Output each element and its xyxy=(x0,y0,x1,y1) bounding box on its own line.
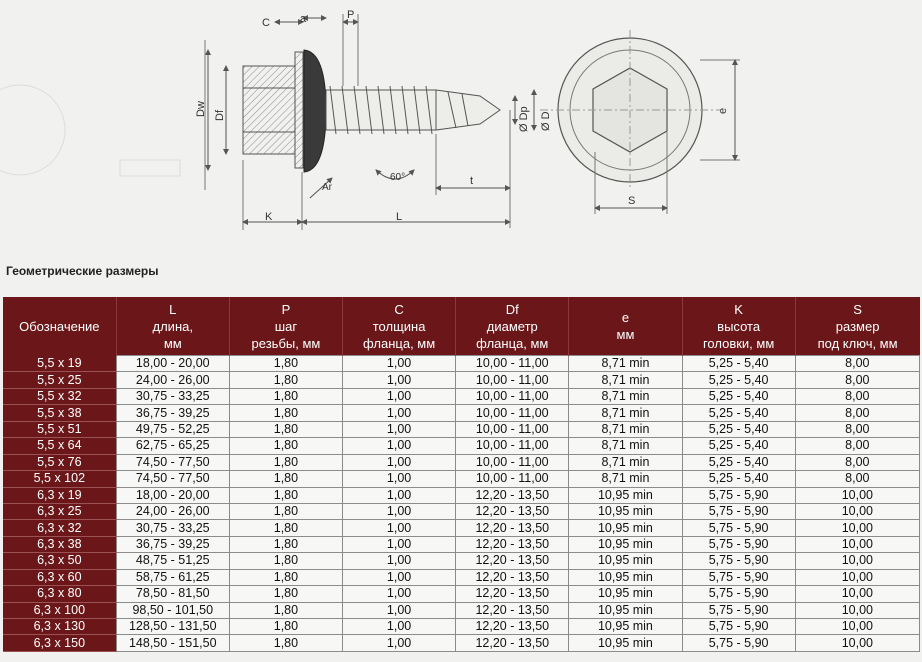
value-cell: 1,80 xyxy=(229,487,342,503)
value-cell: 24,00 - 26,00 xyxy=(116,503,229,519)
column-header-line: фланца, мм xyxy=(363,335,436,351)
value-cell: 12,20 - 13,50 xyxy=(456,487,569,503)
label-c: C xyxy=(262,17,270,29)
value-cell: 10,00 xyxy=(795,619,919,635)
designation-cell: 6,3 x 19 xyxy=(3,487,116,503)
value-cell: 1,80 xyxy=(229,471,342,487)
value-cell: 1,80 xyxy=(229,388,342,404)
designation-cell: 6,3 x 50 xyxy=(3,553,116,569)
value-cell: 18,00 - 20,00 xyxy=(116,356,229,372)
value-cell: 1,00 xyxy=(343,536,456,552)
value-cell: 5,25 - 5,40 xyxy=(682,356,795,372)
value-cell: 12,20 - 13,50 xyxy=(456,553,569,569)
value-cell: 1,80 xyxy=(229,619,342,635)
value-cell: 1,80 xyxy=(229,586,342,602)
value-cell: 10,95 min xyxy=(569,619,682,635)
value-cell: 30,75 - 33,25 xyxy=(116,520,229,536)
designation-cell: 5,5 x 51 xyxy=(3,421,116,437)
column-header-line: под ключ, мм xyxy=(817,335,898,351)
value-cell: 5,75 - 5,90 xyxy=(682,487,795,503)
value-cell: 12,20 - 13,50 xyxy=(456,602,569,618)
designation-cell: 5,5 x 102 xyxy=(3,471,116,487)
designation-cell: 6,3 x 25 xyxy=(3,503,116,519)
designation-cell: 6,3 x 100 xyxy=(3,602,116,618)
label-e: e xyxy=(717,107,729,114)
screw-head-side xyxy=(243,52,303,168)
column-header-line: S xyxy=(853,301,862,317)
column-header xyxy=(343,297,456,356)
value-cell: 10,95 min xyxy=(569,569,682,585)
value-cell: 12,20 - 13,50 xyxy=(456,569,569,585)
label-dp: Ø Dp xyxy=(518,106,530,132)
column-header xyxy=(569,297,682,356)
value-cell: 1,00 xyxy=(343,454,456,470)
table-row xyxy=(3,503,920,519)
value-cell: 1,80 xyxy=(229,569,342,585)
dimensions-table xyxy=(3,297,920,652)
label-dw: Dw xyxy=(195,101,207,117)
table-row xyxy=(3,602,920,618)
designation-cell: 5,5 x 38 xyxy=(3,405,116,421)
value-cell: 1,00 xyxy=(343,487,456,503)
label-p: P xyxy=(347,9,355,21)
value-cell: 5,75 - 5,90 xyxy=(682,569,795,585)
value-cell: 18,00 - 20,00 xyxy=(116,487,229,503)
designation-cell: 6,3 x 38 xyxy=(3,536,116,552)
column-header-line: Df xyxy=(505,301,519,317)
value-cell: 1,00 xyxy=(343,356,456,372)
column-header-line: мм xyxy=(616,327,635,342)
value-cell: 1,00 xyxy=(343,520,456,536)
column-header xyxy=(456,297,569,356)
value-cell: 1,00 xyxy=(343,438,456,454)
table-row xyxy=(3,619,920,635)
value-cell: 49,75 - 52,25 xyxy=(116,421,229,437)
table-row xyxy=(3,569,920,585)
value-cell: 10,95 min xyxy=(569,503,682,519)
column-header-line: K xyxy=(734,301,743,317)
table-row xyxy=(3,372,920,388)
label-df: Df xyxy=(214,110,226,121)
value-cell: 12,20 - 13,50 xyxy=(456,586,569,602)
column-header xyxy=(116,297,229,356)
label-angle: 60° xyxy=(390,172,406,183)
value-cell: 10,95 min xyxy=(569,520,682,536)
value-cell: 1,00 xyxy=(343,602,456,618)
column-header-line: L xyxy=(169,301,177,317)
designation-cell: 5,5 x 32 xyxy=(3,388,116,404)
table-row xyxy=(3,471,920,487)
value-cell: 10,95 min xyxy=(569,487,682,503)
value-cell: 30,75 - 33,25 xyxy=(116,388,229,404)
screw-end-view xyxy=(540,30,740,214)
value-cell: 1,80 xyxy=(229,372,342,388)
value-cell: 8,71 min xyxy=(569,421,682,437)
column-header-line: Обозначение xyxy=(19,318,100,334)
designation-cell: 6,3 x 60 xyxy=(3,569,116,585)
value-cell: 8,00 xyxy=(795,405,919,421)
value-cell: 10,00 xyxy=(795,586,919,602)
value-cell: 10,00 xyxy=(795,553,919,569)
designation-cell: 6,3 x 130 xyxy=(3,619,116,635)
value-cell: 1,80 xyxy=(229,356,342,372)
designation-cell: 5,5 x 25 xyxy=(3,372,116,388)
value-cell: 5,75 - 5,90 xyxy=(682,602,795,618)
value-cell: 8,71 min xyxy=(569,405,682,421)
table-row xyxy=(3,536,920,552)
label-s: S xyxy=(628,195,636,207)
value-cell: 12,20 - 13,50 xyxy=(456,536,569,552)
column-header-line: толщина xyxy=(372,318,426,334)
column-header-line: мм xyxy=(163,335,182,351)
label-t: t xyxy=(470,175,474,187)
value-cell: 5,25 - 5,40 xyxy=(682,471,795,487)
designation-cell: 6,3 x 32 xyxy=(3,520,116,536)
value-cell: 10,95 min xyxy=(569,536,682,552)
value-cell: 10,00 xyxy=(795,635,919,651)
column-header-line: фланца, мм xyxy=(476,335,549,351)
value-cell: 10,00 xyxy=(795,602,919,618)
table-header-row xyxy=(3,297,920,356)
value-cell: 10,00 xyxy=(795,487,919,503)
table-row xyxy=(3,635,920,651)
column-header-line: высота xyxy=(717,318,761,334)
column-header-line: головки, мм xyxy=(702,335,775,351)
value-cell: 5,75 - 5,90 xyxy=(682,503,795,519)
value-cell: 5,25 - 5,40 xyxy=(682,388,795,404)
designation-cell: 5,5 x 19 xyxy=(3,356,116,372)
designation-cell: 6,3 x 150 xyxy=(3,635,116,651)
value-cell: 8,71 min xyxy=(569,438,682,454)
value-cell: 48,75 - 51,25 xyxy=(116,553,229,569)
value-cell: 1,80 xyxy=(229,454,342,470)
value-cell: 1,00 xyxy=(343,421,456,437)
label-a: a xyxy=(300,13,307,25)
value-cell: 10,95 min xyxy=(569,553,682,569)
column-header xyxy=(795,297,919,356)
value-cell: 74,50 - 77,50 xyxy=(116,471,229,487)
value-cell: 10,95 min xyxy=(569,602,682,618)
value-cell: 1,80 xyxy=(229,635,342,651)
value-cell: 1,80 xyxy=(229,553,342,569)
value-cell: 1,80 xyxy=(229,405,342,421)
table-row xyxy=(3,438,920,454)
value-cell: 5,75 - 5,90 xyxy=(682,619,795,635)
value-cell: 10,00 xyxy=(795,503,919,519)
value-cell: 1,00 xyxy=(343,388,456,404)
value-cell: 5,25 - 5,40 xyxy=(682,405,795,421)
label-k: K xyxy=(265,211,273,223)
value-cell: 8,71 min xyxy=(569,372,682,388)
value-cell: 1,00 xyxy=(343,619,456,635)
table-row xyxy=(3,388,920,404)
value-cell: 12,20 - 13,50 xyxy=(456,520,569,536)
value-cell: 8,00 xyxy=(795,372,919,388)
value-cell: 58,75 - 61,25 xyxy=(116,569,229,585)
value-cell: 5,75 - 5,90 xyxy=(682,635,795,651)
value-cell: 10,00 xyxy=(795,520,919,536)
value-cell: 10,95 min xyxy=(569,635,682,651)
value-cell: 1,80 xyxy=(229,520,342,536)
table-row xyxy=(3,553,920,569)
value-cell: 1,80 xyxy=(229,536,342,552)
technical-drawing xyxy=(0,0,922,258)
value-cell: 36,75 - 39,25 xyxy=(116,405,229,421)
designation-cell: 5,5 x 64 xyxy=(3,438,116,454)
value-cell: 24,00 - 26,00 xyxy=(116,372,229,388)
screw-drawing-svg xyxy=(0,0,922,258)
label-l: L xyxy=(396,211,403,223)
value-cell: 8,71 min xyxy=(569,388,682,404)
value-cell: 12,20 - 13,50 xyxy=(456,503,569,519)
table-row xyxy=(3,421,920,437)
table-row xyxy=(3,405,920,421)
value-cell: 10,00 xyxy=(795,569,919,585)
column-header-line: диаметр xyxy=(486,318,538,334)
value-cell: 1,00 xyxy=(343,372,456,388)
value-cell: 8,00 xyxy=(795,356,919,372)
column-header xyxy=(3,297,116,356)
column-header-line: шаг xyxy=(274,318,298,334)
value-cell: 5,75 - 5,90 xyxy=(682,553,795,569)
label-d: Ø D xyxy=(540,111,552,131)
value-cell: 10,00 - 11,00 xyxy=(456,356,569,372)
label-ar: Ar xyxy=(322,182,332,193)
value-cell: 12,20 - 13,50 xyxy=(456,635,569,651)
column-header-line: P xyxy=(281,301,291,317)
column-header-line: размер xyxy=(835,318,880,334)
value-cell: 10,00 - 11,00 xyxy=(456,421,569,437)
column-header xyxy=(682,297,795,356)
table-row xyxy=(3,520,920,536)
column-header-line: e xyxy=(621,310,630,325)
value-cell: 8,00 xyxy=(795,388,919,404)
value-cell: 8,00 xyxy=(795,471,919,487)
value-cell: 10,00 - 11,00 xyxy=(456,454,569,470)
table-row xyxy=(3,487,920,503)
value-cell: 8,71 min xyxy=(569,471,682,487)
value-cell: 5,75 - 5,90 xyxy=(682,586,795,602)
value-cell: 5,25 - 5,40 xyxy=(682,372,795,388)
value-cell: 10,00 - 11,00 xyxy=(456,471,569,487)
value-cell: 1,00 xyxy=(343,586,456,602)
value-cell: 1,00 xyxy=(343,503,456,519)
column-header-line: длина, xyxy=(152,318,193,334)
value-cell: 1,80 xyxy=(229,503,342,519)
value-cell: 8,71 min xyxy=(569,356,682,372)
value-cell: 1,00 xyxy=(343,553,456,569)
section-title: Геометрические размеры xyxy=(6,264,159,278)
value-cell: 10,00 - 11,00 xyxy=(456,372,569,388)
column-header xyxy=(229,297,342,356)
table-row xyxy=(3,356,920,372)
table-row xyxy=(3,454,920,470)
value-cell: 98,50 - 101,50 xyxy=(116,602,229,618)
value-cell: 5,25 - 5,40 xyxy=(682,421,795,437)
value-cell: 5,25 - 5,40 xyxy=(682,454,795,470)
value-cell: 5,75 - 5,90 xyxy=(682,536,795,552)
value-cell: 78,50 - 81,50 xyxy=(116,586,229,602)
value-cell: 10,95 min xyxy=(569,586,682,602)
value-cell: 8,00 xyxy=(795,454,919,470)
value-cell: 1,80 xyxy=(229,438,342,454)
value-cell: 8,00 xyxy=(795,438,919,454)
value-cell: 8,71 min xyxy=(569,454,682,470)
washer-shape xyxy=(304,50,326,172)
value-cell: 10,00 - 11,00 xyxy=(456,405,569,421)
value-cell: 148,50 - 151,50 xyxy=(116,635,229,651)
value-cell: 10,00 - 11,00 xyxy=(456,388,569,404)
value-cell: 36,75 - 39,25 xyxy=(116,536,229,552)
table-body xyxy=(3,356,920,652)
column-header-line: C xyxy=(394,301,404,317)
value-cell: 74,50 - 77,50 xyxy=(116,454,229,470)
value-cell: 1,00 xyxy=(343,569,456,585)
screw-shank xyxy=(326,86,500,134)
value-cell: 12,20 - 13,50 xyxy=(456,619,569,635)
value-cell: 128,50 - 131,50 xyxy=(116,619,229,635)
value-cell: 5,75 - 5,90 xyxy=(682,520,795,536)
value-cell: 1,00 xyxy=(343,635,456,651)
value-cell: 1,00 xyxy=(343,471,456,487)
value-cell: 10,00 - 11,00 xyxy=(456,438,569,454)
value-cell: 10,00 xyxy=(795,536,919,552)
designation-cell: 6,3 x 80 xyxy=(3,586,116,602)
table-row xyxy=(3,586,920,602)
value-cell: 5,25 - 5,40 xyxy=(682,438,795,454)
value-cell: 1,00 xyxy=(343,405,456,421)
value-cell: 1,80 xyxy=(229,421,342,437)
designation-cell: 5,5 x 76 xyxy=(3,454,116,470)
value-cell: 1,80 xyxy=(229,602,342,618)
value-cell: 62,75 - 65,25 xyxy=(116,438,229,454)
value-cell: 8,00 xyxy=(795,421,919,437)
column-header-line: резьбы, мм xyxy=(251,335,321,351)
